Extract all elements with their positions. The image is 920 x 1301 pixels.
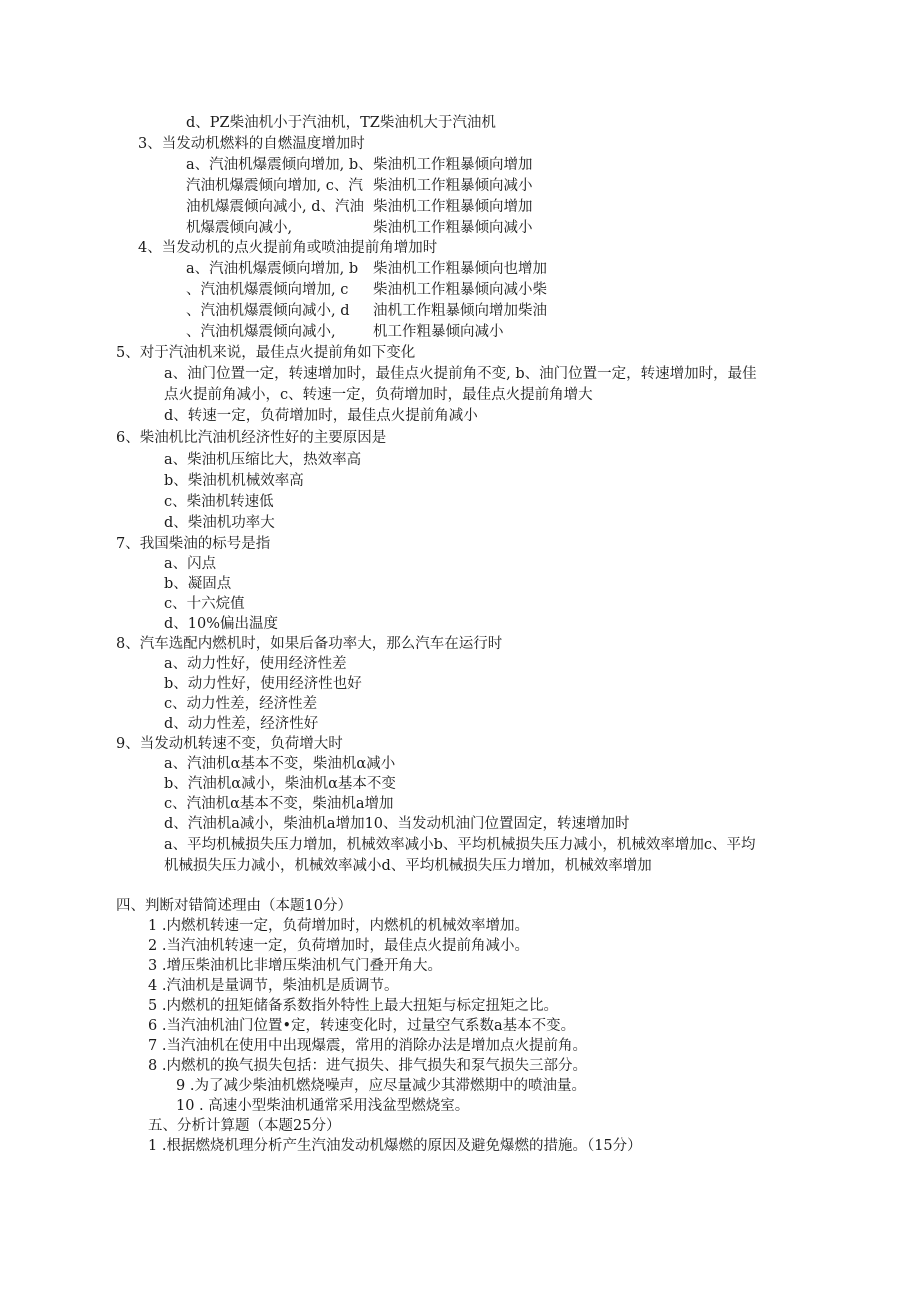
q4-col1-line1: a、汽油机爆震倾向增加, b <box>186 261 359 277</box>
q4-col1-line4: 、汽油机爆震倾向减小, <box>186 324 336 340</box>
q5-options-line1: a、油门位置一定，转速增加时，最佳点火提前角不变, b、油门位置一定，转速增加时，最佳 <box>164 366 757 382</box>
q5-stem: 5、对于汽油机来说，最佳点火提前角如下变化 <box>116 345 416 361</box>
analysis-item-1: 1 .根据燃烧机理分析产生汽油发动机爆燃的原因及避免爆燃的措施。（15分） <box>148 1138 642 1154</box>
q8-option-d: d、动力性差，经济性好 <box>164 716 319 732</box>
section-5-heading: 五、分析计算题（本题25分） <box>148 1118 341 1134</box>
q6-option-d: d、柴油机功率大 <box>164 515 275 531</box>
q10-options-line1: a、平均机械损失压力增加，机械效率减小b、平均机械损失压力减小，机械效率增加c、平均 <box>164 837 756 853</box>
q7-option-a: a、闪点 <box>164 556 217 572</box>
q3-col1-line4: 机爆震倾向减小, <box>186 220 293 236</box>
q7-stem: 7、我国柴油的标号是指 <box>116 536 271 552</box>
q4-col2-line3: 油机工作粗暴倾向增加柴油 <box>373 303 547 319</box>
q7-option-c: c、十六烷值 <box>164 596 245 612</box>
q5-options-line2: 点火提前角减小，c、转速一定，负荷增加时，最佳点火提前角增大 <box>164 387 593 403</box>
tf-item-10: 10 . 高速小型柴油机通常采用浅盆型燃烧室。 <box>176 1098 470 1114</box>
q3-col2-line2: 柴油机工作粗暴倾向减小 <box>373 178 533 194</box>
q4-col2-line4: 机工作粗暴倾向减小 <box>373 324 504 340</box>
q9-option-d-q10-stem: d、汽油机a减小，柴油机a增加10、当发动机油门位置固定，转速增加时 <box>164 816 630 832</box>
q3-col2-line1: 柴油机工作粗暴倾向增加 <box>373 157 533 173</box>
tf-item-5: 5 .内燃机的扭矩储备系数指外特性上最大扭矩与标定扭矩之比。 <box>148 998 558 1014</box>
q5-option-d: d、转速一定，负荷增加时，最佳点火提前角减小 <box>164 408 478 424</box>
q7-option-b: b、凝固点 <box>164 576 232 592</box>
q10-options-line2: 机械损失压力减小，机械效率减小d、平均机械损失压力增加，机械效率增加 <box>164 858 652 874</box>
q4-stem: 4、当发动机的点火提前角或喷油提前角增加时 <box>138 240 438 256</box>
q6-option-c: c、柴油机转速低 <box>164 494 274 510</box>
q4-col1-line2: 、汽油机爆震倾向增加, c <box>186 282 349 298</box>
q4-col2-line1: 柴油机工作粗暴倾向也增加 <box>373 261 547 277</box>
q7-option-d: d、10%偏出温度 <box>164 616 279 632</box>
q3-col2-line4: 柴油机工作粗暴倾向减小 <box>373 220 533 236</box>
q4-col2-line2: 柴油机工作粗暴倾向减小柴 <box>373 282 547 298</box>
q6-option-b: b、柴油机机械效率高 <box>164 473 304 489</box>
tf-item-4: 4 .汽油机是量调节，柴油机是质调节。 <box>148 978 399 994</box>
q8-option-b: b、动力性好，使用经济性也好 <box>164 676 362 692</box>
q6-option-a: a、柴油机压缩比大，热效率高 <box>164 452 362 468</box>
q4-col1-line3: 、汽油机爆震倾向减小, d <box>186 303 350 319</box>
section-4-heading: 四、判断对错简述理由（本题10分） <box>116 898 352 914</box>
q3-col2-line3: 柴油机工作粗暴倾向增加 <box>373 199 533 215</box>
q3-col1-line3: 油机爆震倾向减小, d、汽油 <box>186 199 364 215</box>
q9-option-b: b、汽油机α减小，柴油机α基本不变 <box>164 776 396 792</box>
tf-item-9: 9 .为了减少柴油机燃烧噪声，应尽量减少其滞燃期中的喷油量。 <box>176 1078 586 1094</box>
q2-option-d: d、PZ柴油机小于汽油机，TZ柴油机大于汽油机 <box>186 115 496 131</box>
q3-col1-line2: 汽油机爆震倾向增加, c、汽 <box>186 178 363 194</box>
q3-stem: 3、当发动机燃料的自燃温度增加时 <box>138 136 365 152</box>
q8-option-c: c、动力性差，经济性差 <box>164 696 318 712</box>
tf-item-1: 1 .内燃机转速一定，负荷增加时，内燃机的机械效率增加。 <box>148 918 529 934</box>
tf-item-2: 2 .当汽油机转速一定，负荷增加时，最佳点火提前角减小。 <box>148 938 529 954</box>
tf-item-6: 6 .当汽油机油门位置•定，转速变化时，过量空气系数a基本不变。 <box>148 1018 576 1034</box>
tf-item-3: 3 .增压柴油机比非增压柴油机气门叠开角大。 <box>148 958 442 974</box>
q8-stem: 8、汽车选配内燃机时，如果后备功率大，那么汽车在运行时 <box>116 636 503 652</box>
tf-item-7: 7 .当汽油机在使用中出现爆震，常用的消除办法是增加点火提前角。 <box>148 1038 587 1054</box>
q9-option-a: a、汽油机α基本不变，柴油机α减小 <box>164 756 396 772</box>
q9-stem: 9、当发动机转速不变，负荷增大时 <box>116 736 343 752</box>
q6-stem: 6、柴油机比汽油机经济性好的主要原因是 <box>116 430 387 446</box>
q3-col1-line1: a、汽油机爆震倾向增加, b、 <box>186 157 373 173</box>
tf-item-8: 8 .内燃机的换气损失包括：进气损失、排气损失和泵气损失三部分。 <box>148 1058 587 1074</box>
q9-option-c: c、汽油机α基本不变，柴油机a增加 <box>164 796 394 812</box>
q8-option-a: a、动力性好，使用经济性差 <box>164 656 347 672</box>
